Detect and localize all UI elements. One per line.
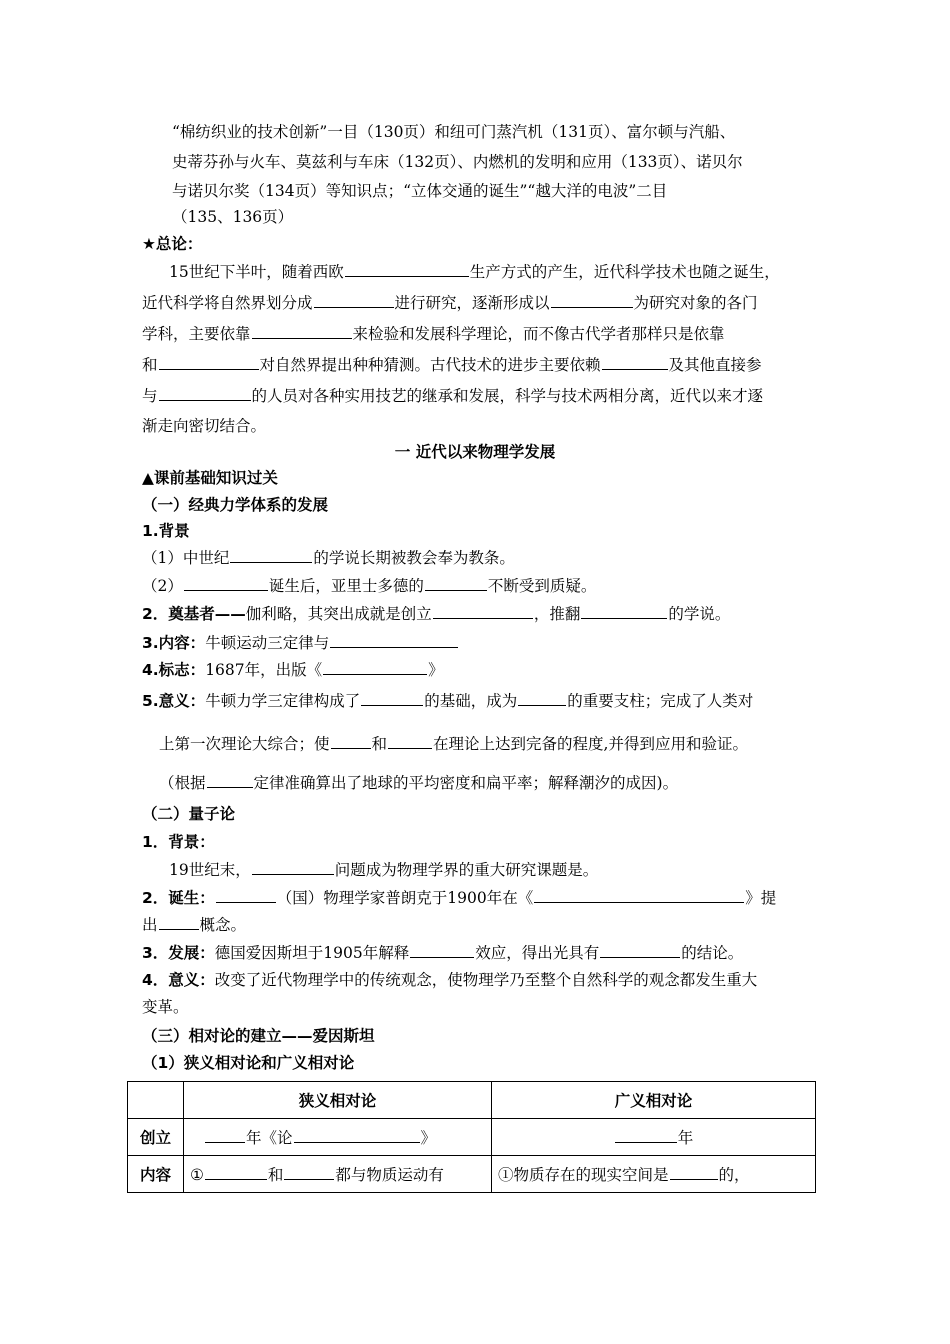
text: 效应，得出光具有 xyxy=(475,944,600,962)
quantum-bg-label: 1．背景： xyxy=(142,833,215,851)
text: 概念。 xyxy=(199,916,247,934)
fill-blank[interactable] xyxy=(207,773,253,788)
classical-heading: （一）经典力学体系的发展 xyxy=(142,496,329,514)
intro-line-3: 与诺贝尔奖（134页）等知识点；“立体交通的诞生”“越大洋的电波”二目 xyxy=(172,182,668,200)
summary-text: 来检验和发展科学理论，而不像古代学者那样只是依靠 xyxy=(352,325,725,343)
fill-blank[interactable] xyxy=(205,1165,267,1180)
text: 年 xyxy=(677,1129,694,1147)
fill-blank[interactable] xyxy=(410,943,474,958)
quantum-bg xyxy=(169,859,598,881)
summary-text: 15世纪下半叶，随着西欧 xyxy=(169,263,344,281)
label: 2．奠基者—— xyxy=(142,605,246,623)
summary-text: 学科，主要依靠 xyxy=(142,325,251,343)
classical-meaning-3 xyxy=(159,772,678,794)
summary-line-3 xyxy=(142,323,725,345)
basics-heading: ▲课前基础知识过关 xyxy=(142,469,278,487)
fill-blank[interactable] xyxy=(388,734,432,749)
fill-blank[interactable] xyxy=(670,1165,718,1180)
text: 》 xyxy=(428,661,444,679)
fill-blank[interactable] xyxy=(361,691,423,706)
quantum-dev xyxy=(142,942,743,964)
text: 改变了近代物理学中的传统观念，使物理学乃至整个自然科学的观念都发生重大 xyxy=(214,971,758,989)
summary-text: 的人员对各种实用技艺的继承和发展，科学与技术两相分离，近代以来才逐 xyxy=(251,387,764,405)
text: 牛顿运动三定律与 xyxy=(205,634,330,652)
summary-text: 对自然界提出种种猜测。古代技术的进步主要依赖 xyxy=(259,356,601,374)
label: 4．意义： xyxy=(142,971,215,989)
table-row xyxy=(128,1119,816,1156)
fill-blank[interactable] xyxy=(159,355,259,370)
text: 诞生后，亚里士多德的 xyxy=(268,577,424,595)
text: 的学说长期被教会奉为教条。 xyxy=(313,549,515,567)
fill-blank[interactable] xyxy=(159,915,199,930)
text: ① xyxy=(190,1166,204,1184)
fill-blank[interactable] xyxy=(184,576,268,591)
quantum-sig xyxy=(142,969,757,991)
text: 1687年，出版《 xyxy=(205,661,323,679)
intro-line-1: “棉纺织业的技术创新”一目（130页）和纽可门蒸汽机（131页）、富尔顿与汽船、 xyxy=(172,123,736,141)
text: 的学说。 xyxy=(668,605,731,623)
label: 3．发展： xyxy=(142,944,215,962)
text: 不断受到质疑。 xyxy=(487,577,597,595)
relativity-table xyxy=(127,1081,816,1193)
summary-heading: ★总论： xyxy=(142,235,203,253)
col-header-general: 广义相对论 xyxy=(492,1082,816,1119)
text: 》提 xyxy=(745,889,777,907)
quantum-heading: （二）量子论 xyxy=(142,805,236,823)
classical-content xyxy=(142,632,459,654)
relativity-sub-heading: （1）狭义相对论和广义相对论 xyxy=(142,1054,355,1072)
summary-text: 为研究对象的各门 xyxy=(633,294,758,312)
text: 和 xyxy=(267,1166,284,1184)
summary-line-6: 渐走向密切结合。 xyxy=(142,417,267,435)
table-row xyxy=(128,1082,816,1119)
fill-blank[interactable] xyxy=(551,293,633,308)
fill-blank[interactable] xyxy=(433,604,533,619)
fill-blank[interactable] xyxy=(314,293,394,308)
fill-blank[interactable] xyxy=(323,660,427,675)
text: 和 xyxy=(371,735,388,753)
text: 的重要支柱；完成了人类对 xyxy=(567,692,754,710)
fill-blank[interactable] xyxy=(600,943,680,958)
section-title: 一 近代以来物理学发展 xyxy=(394,443,556,461)
summary-line-2 xyxy=(142,292,758,314)
text: 的结论。 xyxy=(681,944,744,962)
quantum-birth xyxy=(142,887,776,909)
classical-bg-2 xyxy=(142,575,596,597)
fill-blank[interactable] xyxy=(331,734,371,749)
table-corner-cell xyxy=(128,1082,184,1119)
text: 19世纪末， xyxy=(169,861,251,879)
fill-blank[interactable] xyxy=(252,860,334,875)
classical-meaning xyxy=(142,690,753,712)
fill-blank[interactable] xyxy=(518,691,566,706)
fill-blank[interactable] xyxy=(615,1128,677,1143)
row-header-create: 创立 xyxy=(128,1119,184,1156)
text: 年《论 xyxy=(246,1129,293,1147)
fill-blank[interactable] xyxy=(534,888,744,903)
fill-blank[interactable] xyxy=(294,1128,420,1143)
text: （2） xyxy=(142,577,183,595)
summary-line-1 xyxy=(169,261,780,283)
text: 定律准确算出了地球的平均密度和扁平率；解释潮汐的成因)。 xyxy=(253,774,679,792)
text: （1）中世纪 xyxy=(142,549,230,567)
label: 4.标志： xyxy=(142,661,206,679)
summary-text: 进行研究，逐渐形成以 xyxy=(394,294,550,312)
text: 上第一次理论大综合；使 xyxy=(159,735,330,753)
text: ，推翻 xyxy=(533,605,581,623)
intro-line-2: 史蒂芬孙与火车、莫兹利与车床（132页）、内燃机的发明和应用（133页）、诺贝尔 xyxy=(172,153,743,171)
summary-text: 与 xyxy=(142,387,158,405)
label: 3.内容： xyxy=(142,634,206,652)
cell-create-special xyxy=(184,1119,492,1156)
row-header-content: 内容 xyxy=(128,1156,184,1193)
text: 》 xyxy=(420,1129,437,1147)
cell-create-general xyxy=(492,1119,816,1156)
fill-blank[interactable] xyxy=(216,888,276,903)
text: 出 xyxy=(142,916,158,934)
classical-founder xyxy=(142,603,730,625)
text: 牛顿力学三定律构成了 xyxy=(205,692,361,710)
cell-content-general xyxy=(492,1156,816,1193)
relativity-heading: （三）相对论的建立——爱因斯坦 xyxy=(142,1027,375,1045)
fill-blank[interactable] xyxy=(425,576,487,591)
label: 2．诞生： xyxy=(142,889,215,907)
text: （国）物理学家普朗克于1900年在《 xyxy=(276,889,534,907)
table-row xyxy=(128,1156,816,1193)
text: 的基础，成为 xyxy=(424,692,518,710)
fill-blank[interactable] xyxy=(252,324,352,339)
classical-bg-1 xyxy=(142,547,515,569)
text: 问题成为物理学界的重大研究课题是。 xyxy=(334,861,599,879)
cell-content-special xyxy=(184,1156,492,1193)
classical-mark xyxy=(142,659,444,681)
text: 伽利略，其突出成就是创立 xyxy=(245,605,432,623)
text: （根据 xyxy=(159,774,206,792)
text: 德国爱因斯坦于1905年解释 xyxy=(214,944,410,962)
text: 都与物质运动有 xyxy=(335,1166,444,1184)
fill-blank[interactable] xyxy=(330,633,458,648)
fill-blank[interactable] xyxy=(205,1128,245,1143)
fill-blank[interactable] xyxy=(581,604,667,619)
classical-meaning-2 xyxy=(159,733,748,755)
classical-bg-label: 1.背景 xyxy=(142,522,190,540)
intro-line-4: （135、136页） xyxy=(172,208,294,226)
summary-line-4 xyxy=(142,354,762,376)
text: 在理论上达到完备的程度,并得到应用和验证。 xyxy=(433,735,748,753)
label: 5.意义： xyxy=(142,692,206,710)
text: 的， xyxy=(718,1166,750,1184)
col-header-special: 狭义相对论 xyxy=(184,1082,492,1119)
summary-text: 近代科学将自然界划分成 xyxy=(142,294,313,312)
fill-blank[interactable] xyxy=(602,355,668,370)
summary-text: 及其他直接参 xyxy=(668,356,762,374)
fill-blank[interactable] xyxy=(284,1165,334,1180)
summary-text: 生产方式的产生，近代科学技术也随之诞生， xyxy=(469,263,780,281)
text: ①物质存在的现实空间是 xyxy=(498,1166,669,1184)
summary-line-5 xyxy=(142,385,763,407)
quantum-sig-2: 变革。 xyxy=(142,998,189,1016)
fill-blank[interactable] xyxy=(345,262,469,277)
summary-text: 和 xyxy=(142,356,158,374)
quantum-birth-2 xyxy=(142,914,246,936)
fill-blank[interactable] xyxy=(159,386,251,401)
fill-blank[interactable] xyxy=(230,548,312,563)
